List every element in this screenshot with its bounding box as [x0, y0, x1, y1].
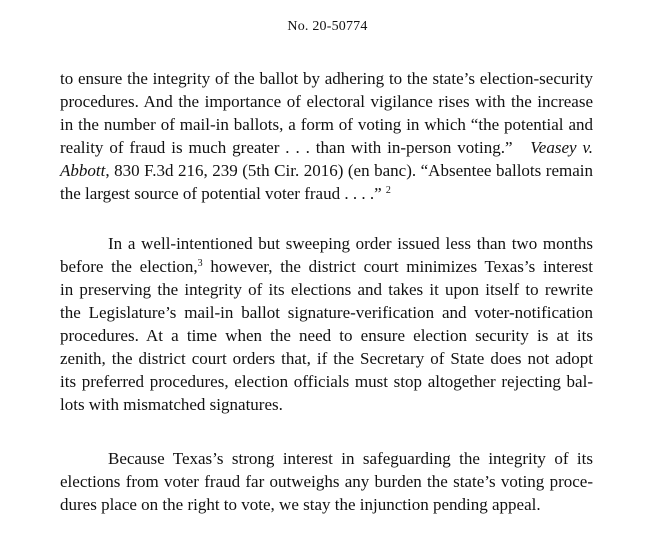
paragraph-2-line: zenith, the district court orders that, if the Secretary of State does not adopt — [60, 349, 593, 368]
footnote-reference[interactable]: 2 — [385, 185, 391, 196]
footnote-reference[interactable]: 3 — [197, 258, 203, 269]
case-number-header: No. 20-50774 — [287, 19, 368, 34]
paragraph-3-line: elections from voter fraud far outweighs any burden the state’s voting proce- — [60, 472, 593, 491]
paragraph-2-line: lots with mismatched signatures. — [60, 395, 283, 414]
paragraph-2-line: In a well-intentioned but sweeping order issued less than two months — [108, 234, 593, 253]
paragraph-2-line: the Legislature’s mail-in ballot signature-verification and voter-notification — [60, 303, 593, 322]
paragraph-1-line: in the number of mail-in ballots, a form of voting in which “the potential and — [60, 115, 593, 134]
paragraph-2-line: procedures. At a time when the need to ensure election security is at its — [60, 326, 593, 345]
case-citation-name: Abbott — [60, 161, 106, 180]
case-citation-name: Veasey v. — [530, 138, 594, 157]
paragraph-3-line: Because Texas’s strong interest in safeguarding the integrity of its — [108, 449, 593, 468]
paragraph-1-line — [60, 159, 593, 182]
citation-text: , 830 F.3d 216, 239 (5th Cir. 2016) (en banc). “Absentee ballots remain — [105, 161, 593, 180]
paragraph-2-line: in preserving the integrity of its elections and takes it upon itself to rewrite — [60, 280, 593, 299]
paragraph-2-line: before the election,$^3$ however, the district court minimizes Texas’s interest — [60, 257, 593, 276]
quote-text: reality of fraud is much greater . . . than with in-person voting.” — [60, 138, 513, 157]
paragraph-3 — [60, 447, 593, 516]
paragraph-2-line: its preferred procedures, election officials must stop altogether rejecting bal- — [60, 372, 593, 391]
paragraph-1 — [60, 67, 593, 205]
paragraph-3-line: dures place on the right to vote, we stay the injunction pending appeal. — [60, 495, 541, 514]
paragraph-1-line — [60, 136, 593, 159]
paragraph-1-line: to ensure the integrity of the ballot by adhering to the state’s election-security — [60, 69, 593, 88]
paragraph-1-line: procedures. And the importance of electoral vigilance rises with the increase — [60, 92, 593, 111]
paragraph-1-line: the largest source of potential voter fraud . . . .” $^2$ — [60, 184, 391, 203]
paragraph-2 — [60, 232, 593, 416]
